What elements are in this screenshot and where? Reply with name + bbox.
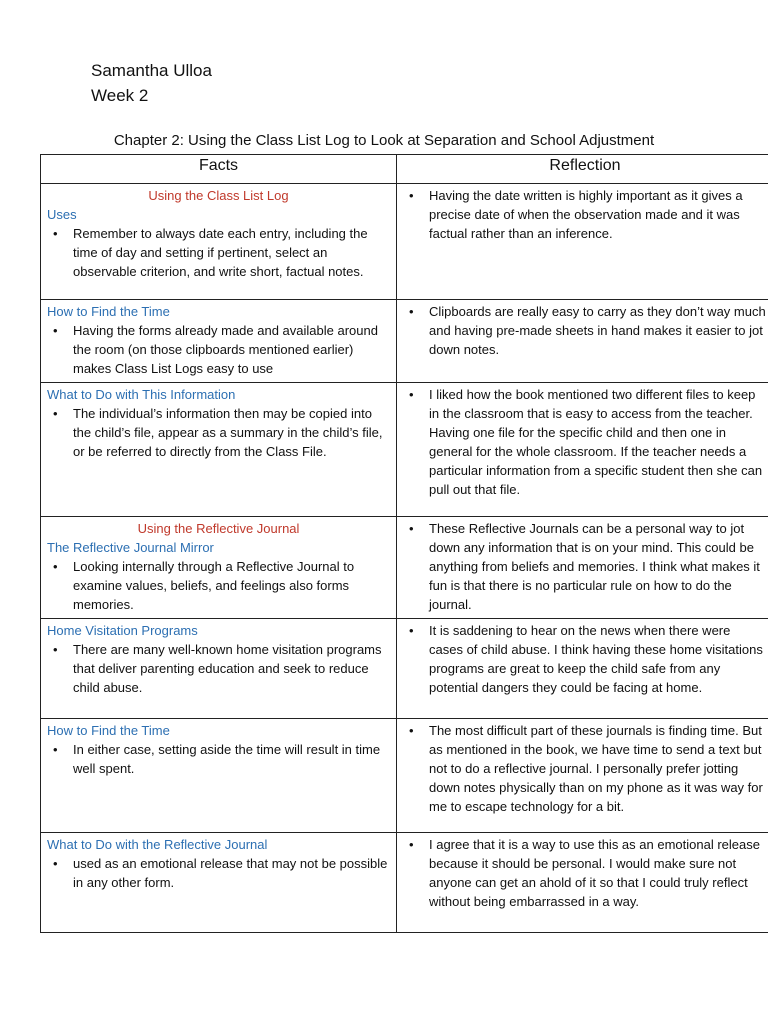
reflection-cell <box>397 833 768 933</box>
table-row <box>41 300 768 383</box>
table-row <box>41 383 768 517</box>
facts-cell <box>41 719 397 833</box>
fact-heading: What to Do with the Reflective Journal <box>47 837 268 852</box>
section-title: Using the Reflective Journal <box>137 521 300 536</box>
table-header-row <box>41 155 768 184</box>
fact-heading: Home Visitation Programs <box>47 623 198 638</box>
column-header-facts: Facts <box>41 155 397 184</box>
facts-cell <box>41 833 397 933</box>
week-label: Week 2 <box>91 86 149 105</box>
table-row <box>41 619 768 719</box>
reflection-cell <box>397 719 768 833</box>
column-header-reflection: Reflection <box>397 155 768 184</box>
fact-bullet: • Looking internally through a Reflective Journal to examine values, beliefs, and feelings also forms memories. <box>73 557 390 614</box>
section-title: Using the Class List Log <box>148 188 289 203</box>
reflection-bullet: • The most difficult part of these journals is finding time. But as mentioned in the book, we have time to send a text but not to do a reflective journal. I personally prefer jotting down notes physically than on my phone as it was way for me to escape technology for a bit. <box>429 721 767 816</box>
reflection-cell <box>397 619 768 719</box>
reflection-bullet: • These Reflective Journals can be a personal way to jot down any information that is on your mind. This could be anything from beliefs and memories. I think what makes it fun is that there is no particular rule on how to do the journal. <box>429 519 767 614</box>
reflection-cell <box>397 383 768 517</box>
fact-heading: Uses <box>47 207 77 222</box>
table-row <box>41 517 768 619</box>
author-name: Samantha Ulloa <box>91 61 212 80</box>
reflection-cell <box>397 300 768 383</box>
document-header <box>91 58 212 108</box>
reflection-bullet: • I liked how the book mentioned two different files to keep in the classroom that is easy to access from the teacher. Having one file for the specific child and then one in general for the whole classroom. If the teacher needs a particular information from a specific student then she can pull out that file. <box>429 385 767 499</box>
facts-cell <box>41 300 397 383</box>
table-row <box>41 719 768 833</box>
facts-cell <box>41 619 397 719</box>
reflection-bullet: • It is saddening to hear on the news when there were cases of child abuse. I think having these home visitations programs are great to keep the child safe from any potential dangers they could be facing at home. <box>429 621 767 697</box>
fact-bullet: • The individual’s information then may be copied into the child’s file, appear as a summary in the child’s file, or be referred to directly from the Class File. <box>73 404 390 461</box>
fact-heading: How to Find the Time <box>47 304 170 319</box>
reflection-cell <box>397 517 768 619</box>
facts-cell <box>41 184 397 300</box>
fact-bullet: • In either case, setting aside the time will result in time well spent. <box>73 740 390 778</box>
fact-heading: The Reflective Journal Mirror <box>47 540 214 555</box>
fact-heading: How to Find the Time <box>47 723 170 738</box>
fact-bullet: • There are many well-known home visitation programs that deliver parenting education and seek to reduce child abuse. <box>73 640 390 697</box>
facts-cell <box>41 383 397 517</box>
facts-reflection-table <box>40 154 768 933</box>
reflection-bullet: • Having the date written is highly important as it gives a precise date of when the observation made and it was factual rather than an inference. <box>429 186 767 243</box>
fact-bullet: • used as an emotional release that may not be possible in any other form. <box>73 854 390 892</box>
reflection-bullet: • I agree that it is a way to use this as an emotional release because it should be personal. I would make sure not anyone can get an ahold of it so that I could truly reflect without being embarrassed in a way. <box>429 835 767 911</box>
fact-bullet: • Having the forms already made and available around the room (on those clipboards mentioned earlier) makes Class List Logs easy to use <box>73 321 390 378</box>
chapter-title: Chapter 2: Using the Class List Log to Look at Separation and School Adjustment <box>113 132 655 149</box>
facts-cell <box>41 517 397 619</box>
fact-bullet: • Remember to always date each entry, including the time of day and setting if pertinent, select an observable criterion, and write short, factual notes. <box>73 224 390 281</box>
table-row <box>41 184 768 300</box>
fact-heading: What to Do with This Information <box>47 387 236 402</box>
table-row <box>41 833 768 933</box>
reflection-cell <box>397 184 768 300</box>
reflection-bullet: • Clipboards are really easy to carry as they don’t way much and having pre-made sheets in hand makes it easier to jot down notes. <box>429 302 767 359</box>
